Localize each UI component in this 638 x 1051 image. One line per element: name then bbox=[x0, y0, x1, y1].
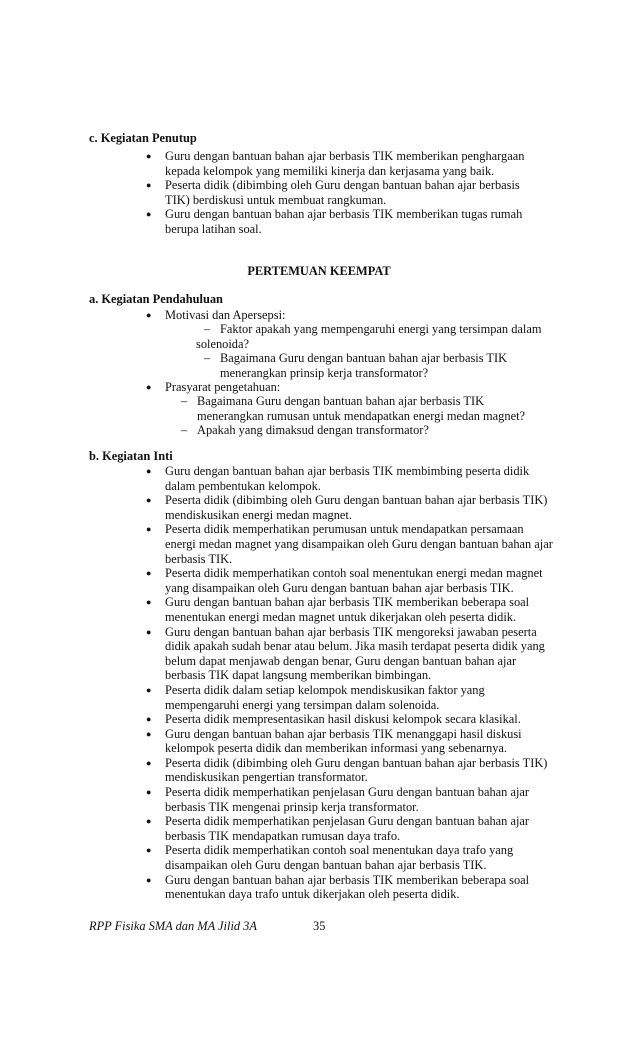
section-title: PERTEMUAN KEEMPAT bbox=[247, 264, 391, 278]
motivasi-dash-list bbox=[204, 351, 524, 380]
motivasi-continuation: solenoida? bbox=[196, 337, 249, 351]
penutup-heading: c. Kegiatan Penutup bbox=[89, 131, 197, 145]
motivasi-dash-1: – Faktor apakah yang mempengaruhi energi yang tersimpan dalam bbox=[204, 322, 542, 336]
list-item: ● Peserta didik dalam setiap kelompok mendiskusikan faktor yang mempengaruhi energi yang tersimpan dalam solenoida. bbox=[145, 683, 555, 712]
list-item: ● Peserta didik (dibimbing oleh Guru dengan bantuan bahan ajar berbasis TIK) mendiskusikan pengertian transformator. bbox=[145, 756, 555, 785]
list-item: ● Peserta didik (dibimbing oleh Guru dengan bantuan bahan ajar berbasis TIK) mendiskusikan energi medan magnet. bbox=[145, 493, 555, 522]
motivasi-label: Motivasi dan Apersepsi: bbox=[165, 308, 286, 322]
list-item: ● Guru dengan bantuan bahan ajar berbasis TIK memberikan penghargaan kepada kelompok yang memiliki kinerja dan kerjasama yang baik. bbox=[145, 149, 545, 178]
list-item: ● Peserta didik memperhatikan contoh soal menentukan daya trafo yang disampaikan oleh Guru dengan bantuan bahan ajar berbasis TIK. bbox=[145, 843, 555, 872]
list-item: ● Guru dengan bantuan bahan ajar berbasis TIK memberikan beberapa soal menentukan energi medan magnet untuk dikerjakan oleh peserta didik. bbox=[145, 595, 555, 624]
list-item: ● Peserta didik memperhatikan perumusan untuk mendapatkan persamaan energi medan magnet yang disampaikan oleh Guru dengan bantuan bahan ajar berbasis TIK. bbox=[145, 522, 555, 566]
penutup-list bbox=[145, 149, 545, 237]
inti-heading: b. Kegiatan Inti bbox=[89, 449, 173, 463]
dash-item-text: Faktor apakah yang mempengaruhi energi yang tersimpan dalam bbox=[220, 322, 542, 336]
dash-item: – Apakah yang dimaksud dengan transformator? bbox=[181, 423, 546, 438]
prasyarat-label: Prasyarat pengetahuan: bbox=[165, 380, 281, 394]
list-item: ● Peserta didik memperhatikan penjelasan Guru dengan bantuan bahan ajar berbasis TIK mendapatkan rumusan daya trafo. bbox=[145, 814, 555, 843]
motivasi-item bbox=[145, 308, 565, 323]
list-item: ● Peserta didik mempresentasikan hasil diskusi kelompok secara klasikal. bbox=[145, 712, 555, 727]
list-item: ● Peserta didik memperhatikan contoh soal menentukan energi medan magnet yang disampaikan oleh Guru dengan bantuan bahan ajar berbasis TIK. bbox=[145, 566, 555, 595]
list-item: ● Guru dengan bantuan bahan ajar berbasis TIK memberikan beberapa soal menentukan daya trafo untuk dikerjakan oleh peserta didik. bbox=[145, 873, 555, 902]
dash-item: – Bagaimana Guru dengan bantuan bahan ajar berbasis TIK menerangkan rumusan untuk mendapatkan energi medan magnet? bbox=[181, 394, 546, 423]
dash-item: – Bagaimana Guru dengan bantuan bahan ajar berbasis TIK menerangkan prinsip kerja transformator? bbox=[204, 351, 524, 380]
footer-book-title: RPP Fisika SMA dan MA Jilid 3A bbox=[89, 919, 257, 933]
prasyarat-item bbox=[145, 380, 565, 395]
pendahuluan-list bbox=[145, 308, 565, 323]
pendahuluan-heading: a. Kegiatan Pendahuluan bbox=[89, 292, 223, 306]
page-number: 35 bbox=[313, 919, 326, 933]
list-item: ● Guru dengan bantuan bahan ajar berbasis TIK mengoreksi jawaban peserta didik apakah sudah benar atau belum. Jika masih terdapat peserta didik yang belum dapat menjawab dengan benar, Guru dengan bantuan bahan ajar berbasis TIK dapat langsung memberikan bimbingan. bbox=[145, 625, 555, 683]
list-item: ● Guru dengan bantuan bahan ajar berbasis TIK membimbing peserta didik dalam pembentukan kelompok. bbox=[145, 464, 555, 493]
inti-list bbox=[145, 464, 555, 902]
list-item: ● Guru dengan bantuan bahan ajar berbasis TIK memberikan tugas rumah berupa latihan soal. bbox=[145, 207, 545, 236]
prasyarat-dash-list bbox=[181, 394, 546, 438]
list-item: ● Peserta didik (dibimbing oleh Guru dengan bantuan bahan ajar berbasis TIK) berdiskusi untuk membuat rangkuman. bbox=[145, 178, 545, 207]
list-item: ● Guru dengan bantuan bahan ajar berbasis TIK menanggapi hasil diskusi kelompok peserta didik dan memberikan informasi yang sebenarnya. bbox=[145, 727, 555, 756]
prasyarat-list bbox=[145, 380, 565, 395]
list-item: ● Peserta didik memperhatikan penjelasan Guru dengan bantuan bahan ajar berbasis TIK mengenai prinsip kerja transformator. bbox=[145, 785, 555, 814]
